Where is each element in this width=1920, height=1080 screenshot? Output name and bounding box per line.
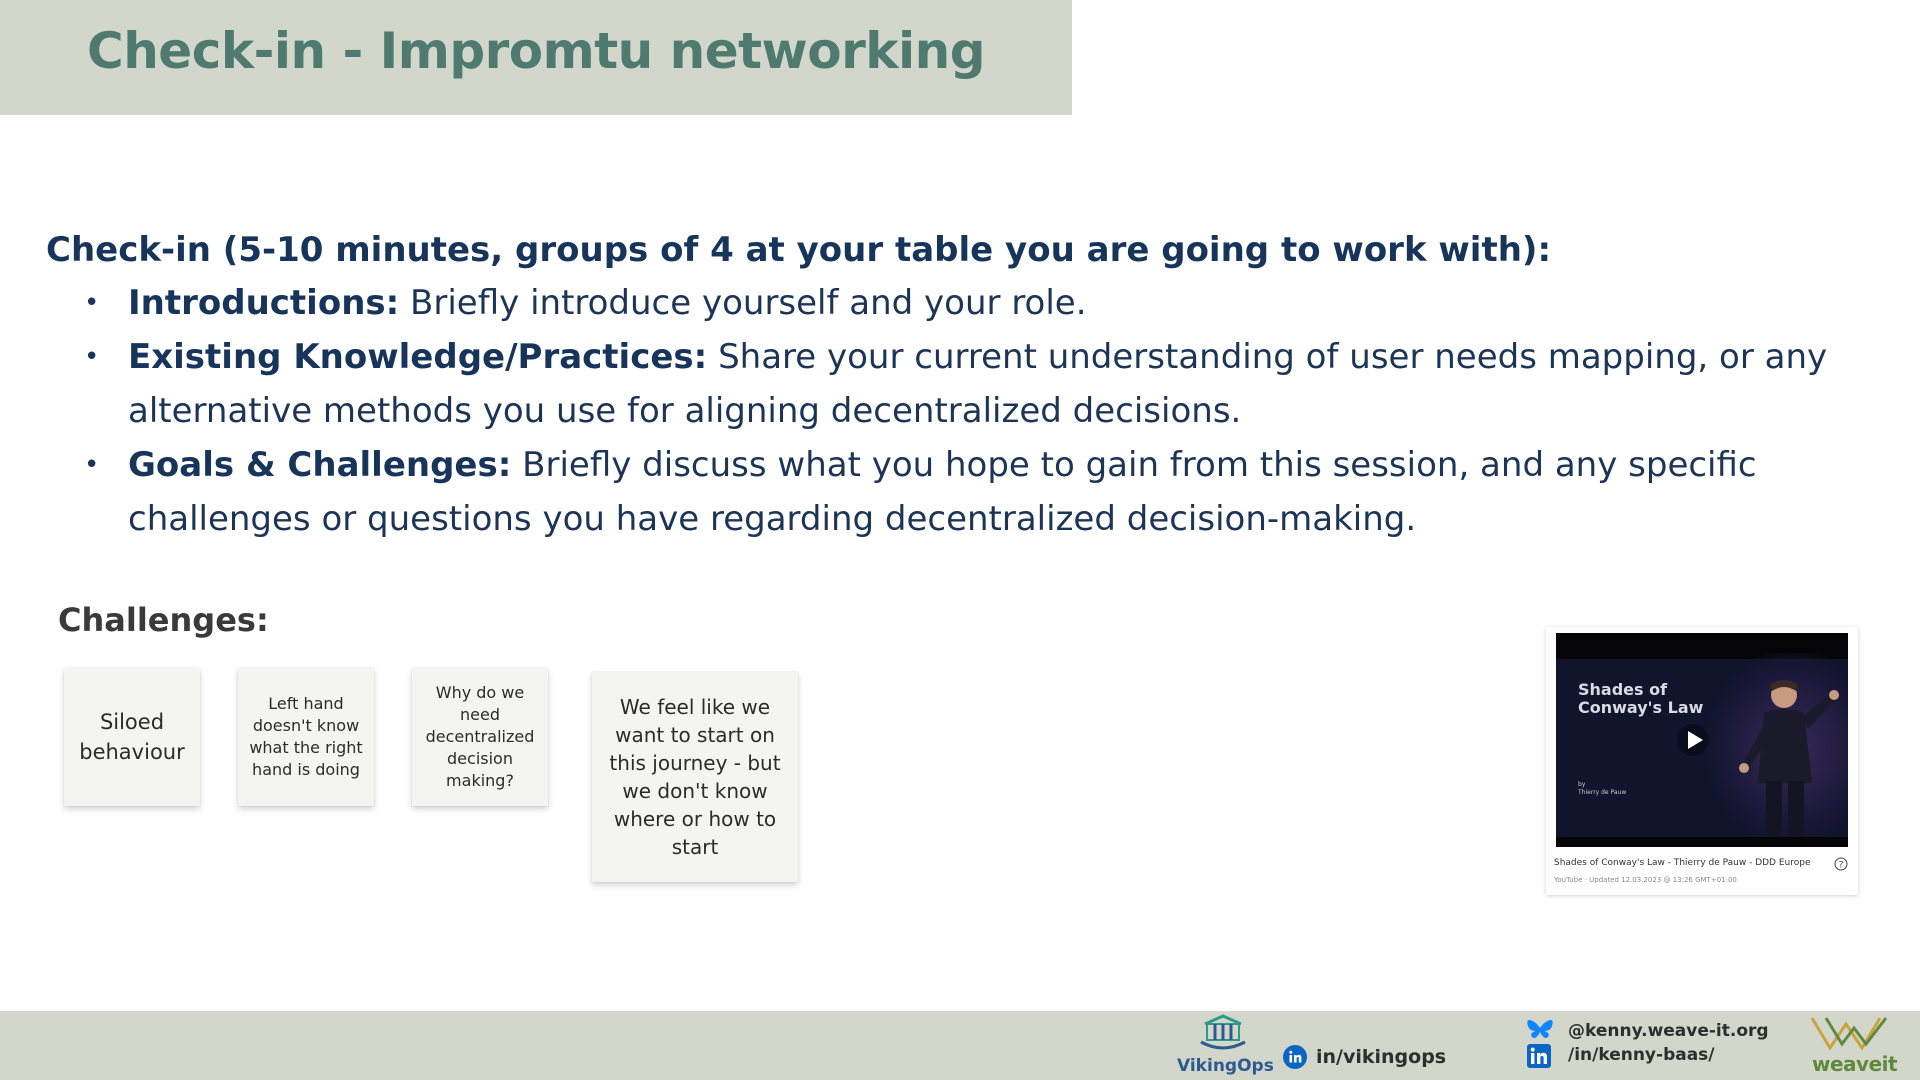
bullet-dot: •	[84, 342, 100, 372]
vikingops-label: VikingOps	[1177, 1056, 1274, 1076]
checkin-bullet-list	[46, 276, 1896, 546]
bluesky-handle[interactable]: @kenny.weave-it.org	[1568, 1021, 1769, 1041]
bluesky-icon[interactable]	[1527, 1019, 1553, 1041]
title-bar	[0, 0, 1072, 115]
video-caption[interactable]: Shades of Conway's Law - Thierry de Pauw - DDD Europe	[1554, 858, 1811, 868]
sticky-note[interactable]	[238, 668, 374, 806]
play-icon[interactable]	[1676, 723, 1710, 757]
weaveit-label: weaveit	[1812, 1052, 1898, 1076]
sticky-note-text: Left hand doesn't know what the right hand is doing	[249, 694, 363, 779]
thumbnail-by-label: by	[1578, 781, 1586, 788]
thumbnail-by-name: Thierry de Pauw	[1578, 789, 1627, 796]
bullet-introductions	[46, 276, 1896, 330]
thumbnail-letterbox-bottom	[1556, 837, 1848, 847]
linkedin-icon[interactable]	[1283, 1045, 1307, 1069]
video-thumbnail[interactable]	[1556, 633, 1848, 847]
sticky-note[interactable]	[64, 668, 200, 806]
bullet-strong: Existing Knowledge/Practices:	[128, 337, 708, 377]
help-icon[interactable]	[1834, 857, 1848, 871]
bullet-dot: •	[84, 450, 100, 480]
sticky-note-text: Why do we need decentralized decision making?	[425, 683, 535, 790]
checkin-heading: Check-in (5-10 minutes, groups of 4 at your table you are going to work with):	[46, 230, 1552, 270]
video-meta: YouTube · Updated 12.03.2023 @ 13:26 GMT+01:00	[1554, 876, 1737, 884]
sticky-note-text: We feel like we want to start on this journey - but we don't know where or how to start	[609, 695, 781, 859]
weaveit-mark-icon	[1806, 1014, 1902, 1054]
slide-title: Check-in - Impromtu networking	[87, 22, 986, 80]
checkin-section	[46, 224, 1896, 546]
viking-ship-icon	[1197, 1014, 1249, 1054]
bullet-existing-knowledge	[46, 330, 1896, 438]
thumbnail-title: Shades of Conway's Law	[1578, 680, 1704, 717]
bullet-goals-challenges	[46, 438, 1896, 546]
vikingops-logo	[1177, 1014, 1274, 1078]
bullet-text: Share your current understanding of user needs mapping, or any alternative methods you use for aligning decentralized decisions.	[128, 337, 1828, 431]
sticky-note-text: Siloed behaviour	[79, 710, 185, 764]
bullet-strong: Goals & Challenges:	[128, 445, 512, 485]
weaveit-logo	[1806, 1014, 1902, 1076]
speaker-figure	[1736, 673, 1846, 843]
linkedin-org-handle[interactable]: in/vikingops	[1316, 1046, 1447, 1068]
bullet-text: Briefly introduce yourself and your role.	[399, 283, 1087, 323]
challenges-label: Challenges:	[58, 601, 269, 639]
linkedin-personal-handle[interactable]: /in/kenny-baas/	[1568, 1045, 1715, 1065]
sticky-note[interactable]	[412, 668, 548, 806]
bullet-text: Briefly discuss what you hope to gain from this session, and any specific challenges or questions you have regarding decentralized decision-making.	[128, 445, 1757, 539]
bullet-strong: Introductions:	[128, 283, 400, 323]
svg-text:?: ?	[1838, 860, 1844, 871]
video-embed-card[interactable]	[1546, 627, 1858, 895]
linkedin-icon[interactable]	[1527, 1044, 1551, 1068]
sticky-note[interactable]	[592, 672, 798, 882]
thumbnail-byline	[1578, 781, 1626, 797]
bullet-dot: •	[84, 288, 100, 318]
